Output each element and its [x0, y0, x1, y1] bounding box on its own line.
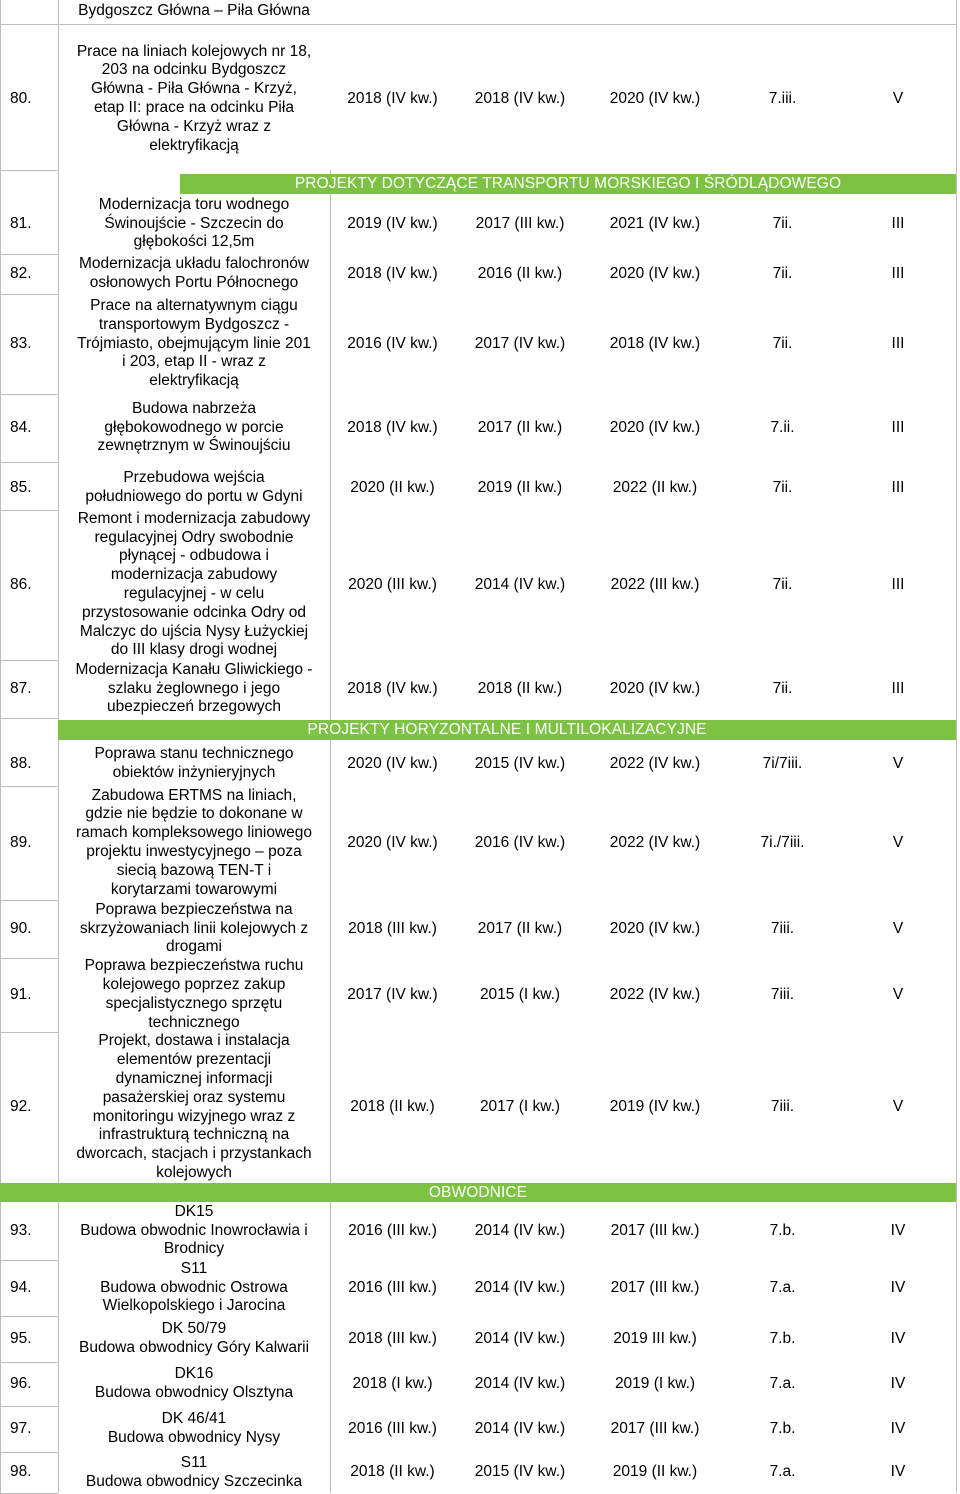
date-cell: 2018 (IV kw.) — [347, 89, 438, 107]
table-row — [0, 660, 956, 718]
date-cell: 2016 (III kw.) — [348, 1221, 437, 1239]
date-cell: 2018 (IV kw.) — [347, 264, 438, 282]
row-number: 94. — [10, 1278, 32, 1296]
date-cell: 2020 (IV kw.) — [347, 833, 438, 851]
table-row — [0, 1362, 956, 1406]
date-cell: 2016 (III kw.) — [348, 1278, 437, 1296]
row-number: 91. — [10, 985, 32, 1003]
priority-code: 7ii. — [772, 214, 793, 232]
table-row — [0, 786, 956, 900]
axis-code: III — [891, 478, 905, 496]
date-cell: 2021 (IV kw.) — [609, 214, 701, 232]
row-number: 90. — [10, 919, 32, 937]
date-cell: 2017 (II kw.) — [477, 418, 563, 436]
project-name: Prace na alternatywnym ciągu transportowym Bydgoszcz - Trójmiasto, obejmującym linie 201 i 203, etap II - wraz z elektryfikacją — [77, 297, 311, 390]
section-header-maritime: PROJEKTY DOTYCZĄCE TRANSPORTU MORSKIEGO I ŚRÓDLĄDOWEGO — [180, 174, 956, 194]
table-row — [0, 28, 956, 170]
date-cell: 2018 (IV kw.) — [609, 334, 701, 352]
table-row — [0, 394, 956, 462]
date-cell: 2017 (III kw.) — [610, 1419, 700, 1437]
project-name: Modernizacja Kanału Gliwickiego - szlaku żeglownego i jego ubezpieczeń brzegowych — [75, 660, 313, 716]
date-cell: 2017 (III kw.) — [475, 214, 565, 232]
date-cell: 2018 (II kw.) — [477, 679, 563, 697]
date-cell: 2017 (I kw.) — [479, 1098, 561, 1116]
priority-code: 7.a. — [769, 1278, 796, 1296]
axis-code: V — [892, 89, 904, 107]
project-name: Poprawa bezpieczeństwa ruchu kolejowego poprzez zakup specjalistycznego sprzętu technicznego — [84, 957, 304, 1031]
date-cell: 2020 (IV kw.) — [609, 679, 701, 697]
date-cell: 2018 (IV kw.) — [347, 418, 438, 436]
date-cell: 2014 (IV kw.) — [474, 1374, 566, 1392]
project-name: Projekt, dostawa i instalacja elementów prezentacji dynamicznej informacji pasażerskiej oraz systemu monitoringu wizyjnego wraz z infrastrukturą techniczną na dworcach, stacjach i przystankach kolejowych — [76, 1032, 312, 1181]
table-row — [0, 1406, 956, 1452]
axis-code: III — [891, 575, 905, 593]
row-number: 85. — [10, 478, 32, 496]
row-divider — [0, 24, 956, 25]
row-number: 86. — [10, 575, 32, 593]
priority-code: 7ii. — [772, 679, 793, 697]
project-name: Poprawa stanu technicznego obiektów inżynieryjnych — [94, 745, 294, 781]
row-number: 87. — [10, 679, 32, 697]
date-cell: 2015 (IV kw.) — [474, 1463, 566, 1481]
project-name: S11 Budowa obwodnic Ostrowa Wielkopolskiego i Jarocina — [100, 1259, 288, 1315]
project-name: DK15 Budowa obwodnic Inowrocławia i Brodnicy — [80, 1202, 308, 1258]
continued-row-text: Bydgoszcz Główna – Piła Główna — [78, 2, 310, 19]
date-cell: 2022 (III kw.) — [610, 575, 700, 593]
table-row — [0, 1452, 956, 1493]
table-row — [0, 958, 956, 1032]
axis-code: IV — [890, 1221, 906, 1239]
row-number: 97. — [10, 1419, 32, 1437]
priority-code: 7i./7iii. — [760, 833, 805, 851]
priority-code: 7.b. — [769, 1221, 796, 1239]
date-cell: 2017 (IV kw.) — [474, 334, 566, 352]
column-divider — [956, 0, 957, 1493]
date-cell: 2015 (I kw.) — [479, 985, 561, 1003]
date-cell: 2020 (II kw.) — [350, 478, 435, 496]
axis-code: III — [891, 334, 905, 352]
row-number: 82. — [10, 264, 32, 282]
priority-code: 7ii. — [772, 334, 793, 352]
axis-code: V — [892, 1098, 904, 1116]
axis-code: III — [891, 418, 905, 436]
row-number: 80. — [10, 89, 32, 107]
priority-code: 7.a. — [769, 1374, 796, 1392]
date-cell: 2019 III kw.) — [613, 1329, 697, 1347]
axis-code: III — [891, 679, 905, 697]
project-name: Modernizacja toru wodnego Świnoujście - Szczecin do głębokości 12,5m — [98, 195, 290, 251]
axis-code: V — [892, 833, 904, 851]
date-cell: 2016 (IV kw.) — [474, 833, 566, 851]
project-name: DK 46/41 Budowa obwodnicy Nysy — [107, 1410, 281, 1446]
priority-code: 7.a. — [769, 1463, 796, 1481]
axis-code: III — [891, 264, 905, 282]
row-divider — [0, 718, 58, 719]
axis-code: III — [891, 214, 905, 232]
priority-code: 7.b. — [769, 1419, 796, 1437]
project-name: Prace na liniach kolejowych nr 18, 203 na odcinku Bydgoszcz Główna - Piła Główna - Krzyż, etap II: prace na odcinku Piła Główna - Krzyż wraz z elektryfikacją — [76, 42, 312, 154]
date-cell: 2022 (IV kw.) — [609, 833, 701, 851]
priority-code: 7iii. — [770, 919, 795, 937]
date-cell: 2022 (IV kw.) — [609, 985, 701, 1003]
priority-code: 7iii. — [770, 985, 795, 1003]
date-cell: 2018 (IV kw.) — [347, 679, 438, 697]
date-cell: 2018 (IV kw.) — [474, 89, 566, 107]
date-cell: 2014 (IV kw.) — [474, 575, 566, 593]
date-cell: 2017 (III kw.) — [610, 1221, 700, 1239]
date-cell: 2014 (IV kw.) — [474, 1329, 566, 1347]
date-cell: 2014 (IV kw.) — [474, 1278, 566, 1296]
table-row — [0, 466, 956, 510]
date-cell: 2014 (IV kw.) — [474, 1221, 566, 1239]
row-number: 81. — [10, 214, 32, 232]
table-row — [0, 1032, 956, 1183]
row-divider — [0, 462, 58, 463]
project-name: DK 50/79 Budowa obwodnicy Góry Kalwarii — [78, 1320, 310, 1356]
priority-code: 7.b. — [769, 1329, 796, 1347]
row-divider — [0, 170, 58, 171]
date-cell: 2022 (II kw.) — [612, 478, 698, 496]
row-number: 89. — [10, 833, 32, 851]
table-row — [0, 294, 956, 394]
date-cell: 2020 (IV kw.) — [609, 919, 701, 937]
project-name: Przebudowa wejścia południowego do portu w Gdyni — [85, 469, 303, 505]
date-cell: 2017 (III kw.) — [610, 1278, 700, 1296]
date-cell: 2017 (IV kw.) — [347, 985, 438, 1003]
priority-code: 7ii. — [772, 478, 793, 496]
date-cell: 2017 (II kw.) — [477, 919, 563, 937]
row-number: 92. — [10, 1098, 32, 1116]
date-cell: 2018 (II kw.) — [350, 1463, 435, 1481]
row-number: 83. — [10, 334, 32, 352]
date-cell: 2019 (IV kw.) — [347, 214, 438, 232]
table-row — [0, 1260, 956, 1316]
row-number: 96. — [10, 1374, 32, 1392]
row-number: 95. — [10, 1329, 32, 1347]
date-cell: 2016 (IV kw.) — [347, 334, 438, 352]
priority-code: 7iii. — [770, 1098, 795, 1116]
date-cell: 2020 (IV kw.) — [609, 264, 701, 282]
table-row — [0, 1202, 956, 1260]
table-row — [0, 742, 956, 786]
date-cell: 2018 (II kw.) — [350, 1098, 435, 1116]
axis-code: V — [892, 985, 904, 1003]
axis-code: V — [892, 754, 904, 772]
date-cell: 2014 (IV kw.) — [474, 1419, 566, 1437]
priority-code: 7i/7iii. — [762, 754, 803, 772]
date-cell: 2018 (III kw.) — [348, 1329, 437, 1347]
section-header-horizontal: PROJEKTY HORYZONTALNE I MULTILOKALIZACYJNE — [58, 720, 956, 740]
date-cell: 2020 (IV kw.) — [609, 89, 701, 107]
project-name: Remont i modernizacja zabudowy regulacyjnej Odry swobodnie płynącej - odbudowa i modernizacja zabudowy regulacyjnej - w celu przystosowanie odcinka Odry od Malczyc do ujścia Nysy Łużyckiej do III klasy drogi wodnej — [77, 509, 311, 659]
project-name: Budowa nabrzeża głębokowodnego w porcie zewnętrznym w Świnoujściu — [97, 399, 291, 455]
row-number: 88. — [10, 754, 32, 772]
row-number: 93. — [10, 1221, 32, 1239]
axis-code: IV — [890, 1419, 906, 1437]
priority-code: 7ii. — [772, 264, 793, 282]
date-cell: 2020 (IV kw.) — [347, 754, 438, 772]
table-row — [0, 900, 956, 958]
date-cell: 2019 (II kw.) — [477, 478, 563, 496]
date-cell: 2020 (III kw.) — [348, 575, 437, 593]
priority-code: 7.iii. — [768, 89, 797, 107]
axis-code: V — [892, 919, 904, 937]
project-name: Modernizacja układu falochronów osłonowych Portu Północnego — [78, 255, 310, 291]
row-number: 84. — [10, 418, 32, 436]
date-cell: 2019 (IV kw.) — [609, 1098, 701, 1116]
date-cell: 2019 (I kw.) — [614, 1374, 696, 1392]
table-row — [0, 254, 956, 294]
date-cell: 2020 (IV kw.) — [609, 418, 701, 436]
date-cell: 2018 (I kw.) — [352, 1374, 433, 1392]
axis-code: IV — [890, 1374, 906, 1392]
project-name: Zabudowa ERTMS na liniach, gdzie nie będzie to dokonane w ramach kompleksowego liniowego projektu inwestycyjnego – poza siecią bazową TEN-T i korytarzami towarowymi — [75, 786, 313, 898]
project-name: Poprawa bezpieczeństwa na skrzyżowaniach linii kolejowych z drogami — [79, 900, 309, 956]
date-cell: 2019 (II kw.) — [612, 1463, 698, 1481]
date-cell: 2018 (III kw.) — [348, 919, 437, 937]
date-cell: 2015 (IV kw.) — [474, 754, 566, 772]
row-number: 98. — [10, 1463, 32, 1481]
axis-code: IV — [890, 1463, 906, 1481]
table-row — [0, 510, 956, 660]
section-header-bypasses: OBWODNICE — [0, 1183, 956, 1202]
date-cell: 2016 (II kw.) — [477, 264, 563, 282]
date-cell: 2022 (IV kw.) — [609, 754, 701, 772]
table-row — [0, 194, 956, 254]
table-row — [0, 1316, 956, 1362]
priority-code: 7ii. — [772, 575, 793, 593]
date-cell: 2016 (III kw.) — [348, 1419, 437, 1437]
priority-code: 7.ii. — [770, 418, 795, 436]
axis-code: IV — [890, 1329, 906, 1347]
project-name: S11 Budowa obwodnicy Szczecinka — [85, 1453, 303, 1490]
project-name: DK16 Budowa obwodnicy Olsztyna — [94, 1365, 294, 1401]
axis-code: IV — [890, 1278, 906, 1296]
